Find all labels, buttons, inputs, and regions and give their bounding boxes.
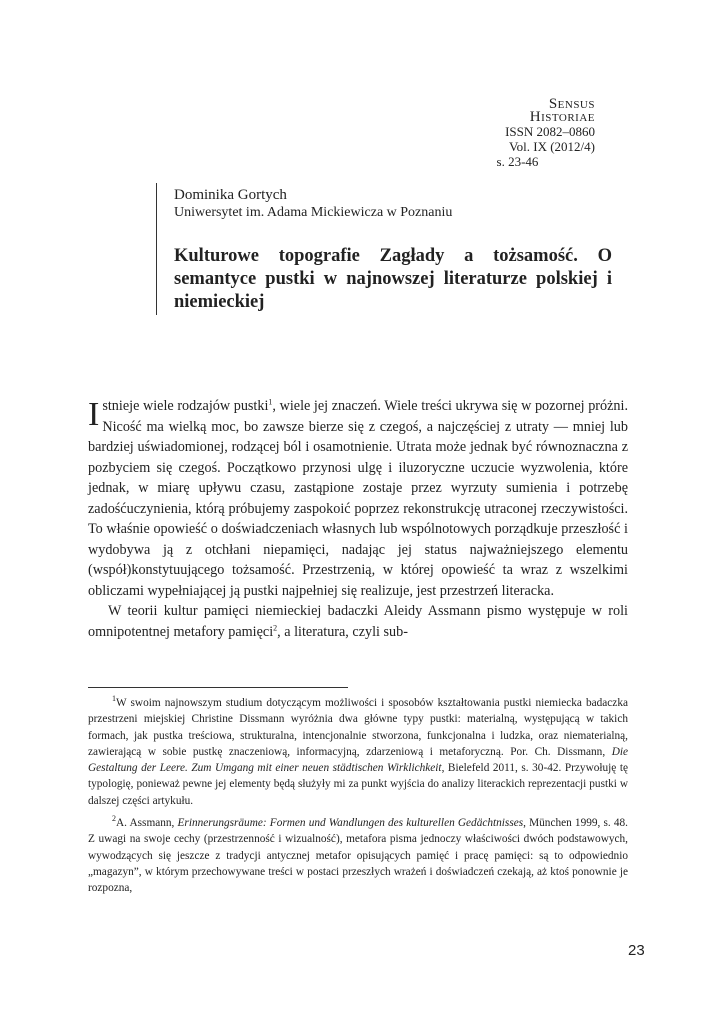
journal-volume: Vol. IX (2012/4) bbox=[508, 139, 595, 154]
footnote-1-text-a: W swoim najnowszym studium dotyczącym możliwości i sposobów kształtowania pustki niemiecka badaczka przestrzeni miejskiej Christine Dissmann wyróżnia dwa główne typy pustki: materialną, występującą w takich formach, jak pustka treściowa, strukturalna, intencjonalnie stworzona, funkcjonalna i ludzka, oraz niematerialną, zawierającą w sobie pustkę znaczeniową, informacyjną, zdarzeniową i metaforyczną. Por. Ch. Dissmann, bbox=[88, 697, 628, 758]
author-affiliation: Uniwersytet im. Adama Mickiewicza w Poznaniu bbox=[174, 205, 453, 220]
footnote-1-italic: Die Gestaltung der Leere. Zum Umgang mit einer neuen städtischen Wirklichkeit bbox=[88, 745, 628, 775]
page-number: 23 bbox=[628, 942, 645, 959]
journal-pages: s. 23-46 bbox=[496, 154, 539, 169]
paragraph-2 bbox=[88, 601, 628, 642]
paragraph-2-text-b: , a literatura, czyli sub- bbox=[277, 623, 408, 640]
footnote-1-text-b: , Bielefeld 2011, s. 30-42. Przywołuję tę typologię, ponieważ pewne jej elementy będą służyły mi za punkt wyjścia do analizy literackich reprezentacji pustki w dalszej części artykułu. bbox=[88, 762, 628, 807]
journal-issn: ISSN 2082–0860 bbox=[505, 124, 595, 139]
article-body bbox=[88, 396, 628, 642]
journal-header bbox=[395, 98, 595, 169]
paragraph-1-text-b: , wiele jej znaczeń. Wiele treści ukrywa się w pozornej próżni. Nicość ma wielką moc, bo zawsze bierze się z czegoś, a najczęściej z utraty — mniej lub bardziej uświadomionej, rodzącej ból i osamotnienie. Utrata może jednak być równoznaczna z pozbyciem się czegoś. Początkowo przynosi ulgę i iluzoryczne uczucie wyzwolenia, które jednak, w miarę upływu czasu, zastąpione zostaje przez wyrzuty sumienia i potrzebę zadośćuczynienia, którą próbujemy zaspokoić poprzez rekonstrukcję utraconej rzeczywistości. To właśnie opowieść o doświadczeniach własnych lub wspólnotowych porządkuje przeszłość i wydobywa ją z otchłani niepamięci, nadając jej status najważniejszego elementu (współ)konstytuującego tożsamość. Przestrzenią, w której opowieść ta wraz z wszelkimi obliczami wypełniającej ją pustki najpełniej się realizuje, jest przestrzeń literacka. bbox=[88, 398, 629, 599]
footnote-2-italic: Erinnerungsräume: Formen und Wandlungen des kulturellen Gedächtnisses bbox=[177, 817, 524, 830]
footnote-1 bbox=[88, 695, 628, 809]
paragraph-2-text-a: W teorii kultur pamięci niemieckiej badaczki Aleidy Assmann pismo występuje w roli omnipotentnej metafory pamięci bbox=[88, 603, 628, 640]
footnote-ref-2[interactable]: 2 bbox=[273, 622, 278, 632]
paragraph-1-text-a: stnieje wiele rodzajów pustki bbox=[102, 398, 269, 414]
footnotes bbox=[88, 695, 628, 903]
footnote-2 bbox=[88, 815, 628, 896]
footnote-2-text-a: A. Assmann, bbox=[116, 817, 178, 830]
footnote-separator bbox=[88, 687, 348, 688]
footnote-2-text-b: , München 1999, s. 48. Z uwagi na swoje cechy (przestrzenność i wizualność), metafora pisma jednoczy właściwości dwóch podstawowych, wywodzących się jeszcze z tradycji antycznej metafor opisujących pamięć i pracę pamięci: są to odpowiednio „magazyn”, w którym przechowywane treści w postaci przeszłych wrażeń i doświadczeń czekają, aż ktoś ponownie je rozpozna, bbox=[88, 817, 628, 895]
title-vertical-rule bbox=[156, 183, 157, 315]
author-name: Dominika Gortych bbox=[174, 187, 287, 203]
article-title: Kulturowe topografie Zagłady a tożsamość. O semantyce pustki w najnowszej literaturze polskiej i niemieckiej bbox=[174, 246, 612, 312]
footnote-2-number: 2 bbox=[112, 814, 116, 824]
footnote-1-number: 1 bbox=[112, 694, 116, 704]
drop-cap: I bbox=[88, 396, 100, 433]
journal-name-line1: Sensus bbox=[548, 96, 595, 112]
journal-name-line2: Historiae bbox=[529, 109, 595, 125]
footnote-ref-1[interactable]: 1 bbox=[268, 397, 273, 407]
paragraph-1 bbox=[88, 396, 628, 601]
